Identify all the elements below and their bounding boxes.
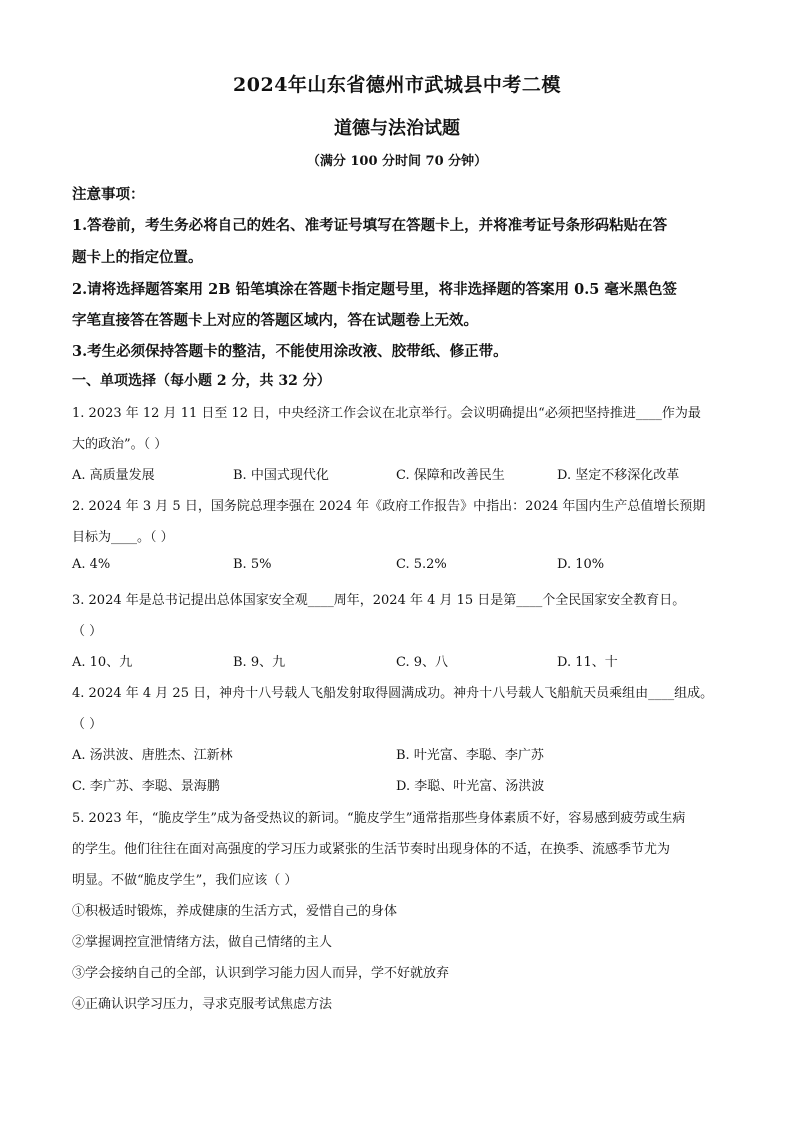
- notice-line: 3.考生必须保持答题卡的整洁，不能使用涂改液、胶带纸、修正带。: [72, 343, 508, 360]
- option-a: A. 汤洪波、唐胜杰、江新林: [72, 748, 233, 763]
- option-a: A. 10、九: [72, 655, 133, 670]
- notice-heading: 注意事项：: [72, 186, 145, 203]
- question-text: （ ）: [72, 717, 103, 732]
- option-a: A. 高质量发展: [72, 468, 155, 483]
- score-time: （满分 100 分时间 70 分钟）: [306, 154, 488, 169]
- question-text: 2. 2024 年 3 月 5 日，国务院总理李强在 2024 年《政府工作报告》中指出：2024 年国内生产总值增长预期: [72, 499, 706, 514]
- option-a: A. 4%: [72, 557, 111, 572]
- option-b: B. 5%: [233, 557, 272, 572]
- question-text: 1. 2023 年 12 月 11 日至 12 日，中央经济工作会议在北京举行。会议明确提出“必须把坚持推进____作为最: [72, 406, 701, 421]
- question-text: 的学生。他们往往在面对高强度的学习压力或紧张的生活节奏时出现身体的不适，在换季、流感季节尤为: [72, 842, 671, 857]
- question-text: （ ）: [72, 624, 103, 639]
- question-text: 4. 2024 年 4 月 25 日，神舟十八号载人飞船发射取得圆满成功。神舟十八号载人飞船航天员乘组由____组成。: [72, 686, 714, 701]
- question-text: 大的政治”。（ ）: [72, 437, 168, 452]
- statement-2: ②掌握调控宣泄情绪方法，做自己情绪的主人: [72, 935, 333, 950]
- option-c: C. 9、八: [396, 655, 449, 670]
- option-c: C. 保障和改善民生: [396, 468, 505, 483]
- option-b: B. 中国式现代化: [233, 468, 329, 483]
- option-c: C. 5.2%: [396, 557, 447, 572]
- notice-line: 字笔直接答在答题卡上对应的答题区域内，答在试题卷上无效。: [72, 312, 478, 329]
- option-b: B. 叶光富、李聪、李广苏: [396, 748, 544, 763]
- question-text: 5. 2023 年，“脆皮学生”成为备受热议的新词。“脆皮学生”通常指那些身体素质不好，容易感到疲劳或生病: [72, 811, 686, 826]
- question-text: 3. 2024 年是总书记提出总体国家安全观____周年，2024 年 4 月 15 日是第____个全民国家安全教育日。: [72, 593, 686, 608]
- statement-3: ③学会接纳自己的全部，认识到学习能力因人而异，学不好就放弃: [72, 966, 450, 981]
- question-text: 目标为____。（ ）: [72, 530, 174, 545]
- exam-title: 2024年山东省德州市武城县中考二模: [233, 74, 561, 96]
- question-text: 明显。不做“脆皮学生”，我们应该（ ）: [72, 873, 298, 888]
- exam-subject: 道德与法治试题: [334, 118, 460, 139]
- option-c: C. 李广苏、李聪、景海鹏: [72, 779, 220, 794]
- option-b: B. 9、九: [233, 655, 286, 670]
- notice-line: 题卡上的指定位置。: [72, 249, 203, 266]
- option-d: D. 10%: [557, 557, 605, 572]
- option-d: D. 坚定不移深化改革: [557, 468, 680, 483]
- option-d: D. 11、十: [557, 655, 618, 670]
- notice-line: 1.答卷前，考生务必将自己的姓名、准考证号填写在答题卡上，并将准考证号条形码粘贴在答: [72, 217, 668, 234]
- statement-4: ④正确认识学习压力，寻求克服考试焦虑方法: [72, 997, 333, 1012]
- option-d: D. 李聪、叶光富、汤洪波: [396, 779, 545, 794]
- statement-1: ①积极适时锻炼，养成健康的生活方式，爱惜自己的身体: [72, 904, 398, 919]
- notice-line: 2.请将选择题答案用 2B 铅笔填涂在答题卡指定题号里，将非选择题的答案用 0.5 毫米黑色签: [72, 281, 677, 298]
- section-heading: 一、单项选择（每小题 2 分，共 32 分）: [72, 373, 331, 389]
